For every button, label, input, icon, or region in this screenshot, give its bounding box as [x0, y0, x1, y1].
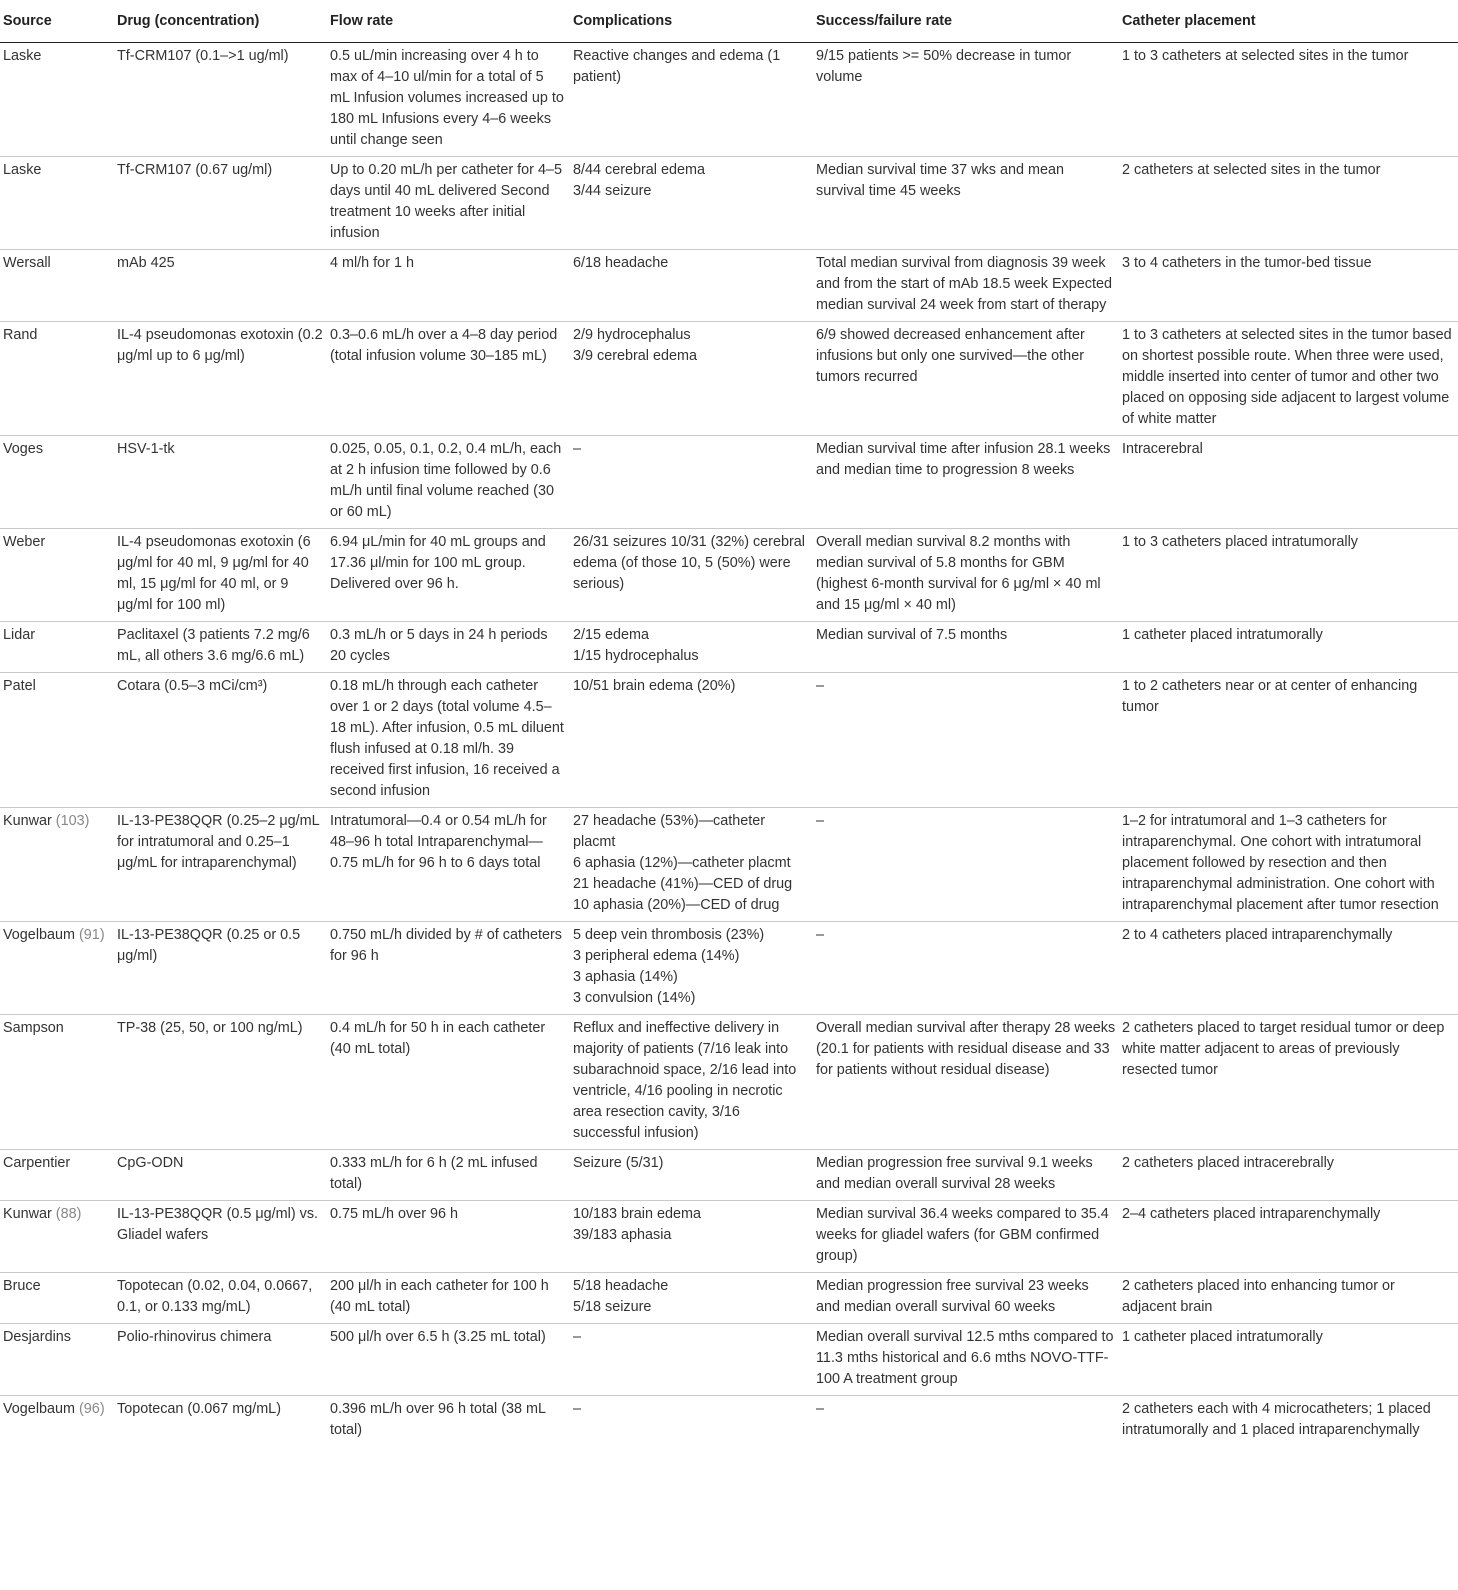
flow-rate-cell — [330, 436, 573, 529]
drug-cell — [117, 157, 330, 250]
source-name: Rand — [3, 327, 38, 343]
success-rate-cell — [816, 1324, 1122, 1396]
table-row — [0, 808, 1458, 922]
catheter-placement-cell-text: 2 catheters placed intracerebrally — [1122, 1155, 1334, 1171]
success-rate-cell — [816, 1396, 1122, 1447]
flow-rate-cell-text: Intratumoral—0.4 or 0.54 mL/h for 48–96 h total Intraparenchymal—0.75 mL/h for 96 h to 6 days total — [330, 813, 547, 871]
header-drug: Drug (concentration) — [117, 0, 330, 43]
complications-cell-text: – — [573, 1401, 582, 1417]
drug-cell-text: HSV-1-tk — [117, 441, 175, 457]
source-name: Vogelbaum — [3, 1401, 76, 1417]
flow-rate-cell — [330, 1150, 573, 1201]
table-row — [0, 1015, 1458, 1150]
drug-cell — [117, 1150, 330, 1201]
header-success-rate: Success/failure rate — [816, 0, 1122, 43]
catheter-placement-cell-text: 1 to 3 catheters at selected sites in the tumor based on shortest possible route. When three were used, middle inserted into center of tumor and other two placed on opposing side adjacent to largest volume of white matter — [1122, 327, 1452, 427]
catheter-placement-cell — [1122, 673, 1458, 808]
flow-rate-cell-text: 0.333 mL/h for 6 h (2 mL infused total) — [330, 1155, 538, 1192]
table-row — [0, 1396, 1458, 1447]
source-cell — [0, 250, 117, 322]
drug-cell — [117, 1396, 330, 1447]
success-rate-cell-text: – — [816, 927, 825, 943]
source-name: Laske — [3, 162, 42, 178]
table-row — [0, 436, 1458, 529]
reference-link[interactable]: (96) — [79, 1401, 105, 1417]
flow-rate-cell — [330, 922, 573, 1015]
source-cell — [0, 673, 117, 808]
flow-rate-cell-text: 0.396 mL/h over 96 h total (38 mL total) — [330, 1401, 546, 1438]
success-rate-cell-text: Median survival time after infusion 28.1 weeks and median time to progression 8 weeks — [816, 441, 1111, 478]
complications-cell — [573, 436, 816, 529]
complications-cell — [573, 1201, 816, 1273]
catheter-placement-cell-text: 2 catheters at selected sites in the tumor — [1122, 162, 1381, 178]
complications-cell — [573, 1015, 816, 1150]
catheter-placement-cell — [1122, 436, 1458, 529]
success-rate-cell-text: Total median survival from diagnosis 39 week and from the start of mAb 18.5 week Expected median survival 24 week from start of therapy — [816, 255, 1112, 313]
source-name: Carpentier — [3, 1155, 71, 1171]
success-rate-cell-text: 9/15 patients >= 50% decrease in tumor volume — [816, 48, 1072, 85]
complications-cell — [573, 808, 816, 922]
header-complications: Complications — [573, 0, 816, 43]
table-row — [0, 529, 1458, 622]
drug-cell-text: IL-4 pseudomonas exotoxin (6 μg/ml for 40 ml, 9 μg/ml for 40 ml, 15 μg/ml for 40 ml, or 9 μg/ml for 100 ml) — [117, 534, 311, 613]
success-rate-cell — [816, 673, 1122, 808]
source-cell — [0, 1015, 117, 1150]
success-rate-cell — [816, 1201, 1122, 1273]
source-cell — [0, 43, 117, 157]
drug-cell-text: Tf-CRM107 (0.1–>1 ug/ml) — [117, 48, 289, 64]
catheter-placement-cell — [1122, 1324, 1458, 1396]
success-rate-cell-text: Overall median survival 8.2 months with median survival of 5.8 months for GBM (highest 6-month survival for 6 μg/ml × 40 ml and 15 μg/ml × 40 ml) — [816, 534, 1101, 613]
source-name: Lidar — [3, 627, 35, 643]
table-row — [0, 1150, 1458, 1201]
drug-cell — [117, 622, 330, 673]
table-row — [0, 622, 1458, 673]
complications-cell-text: 10/183 brain edema 39/183 aphasia — [573, 1206, 702, 1243]
source-name: Weber — [3, 534, 46, 550]
complications-cell-text: Reactive changes and edema (1 patient) — [573, 48, 781, 85]
table-row — [0, 922, 1458, 1015]
flow-rate-cell — [330, 622, 573, 673]
flow-rate-cell-text: 4 ml/h for 1 h — [330, 255, 414, 271]
source-name: Patel — [3, 678, 36, 694]
drug-cell-text: Polio-rhinovirus chimera — [117, 1329, 272, 1345]
success-rate-cell — [816, 43, 1122, 157]
flow-rate-cell — [330, 1015, 573, 1150]
flow-rate-cell — [330, 157, 573, 250]
catheter-placement-cell-text: 2 catheters each with 4 microcatheters; 1 placed intratumorally and 1 placed intraparenchymally — [1122, 1401, 1431, 1438]
success-rate-cell — [816, 322, 1122, 436]
catheter-placement-cell-text: 1 to 3 catheters placed intratumorally — [1122, 534, 1358, 550]
flow-rate-cell — [330, 808, 573, 922]
drug-cell — [117, 1015, 330, 1150]
flow-rate-cell — [330, 1273, 573, 1324]
complications-cell — [573, 43, 816, 157]
header-source: Source — [0, 0, 117, 43]
success-rate-cell-text: Median progression free survival 23 weeks and median overall survival 60 weeks — [816, 1278, 1089, 1315]
table-row — [0, 322, 1458, 436]
table-row — [0, 250, 1458, 322]
success-rate-cell-text: – — [816, 678, 825, 694]
header-catheter-placement: Catheter placement — [1122, 0, 1458, 43]
source-cell — [0, 1324, 117, 1396]
success-rate-cell-text: Overall median survival after therapy 28 weeks (20.1 for patients with residual disease and 33 for patients without residual disease) — [816, 1020, 1116, 1078]
drug-cell-text: IL-13-PE38QQR (0.25 or 0.5 μg/ml) — [117, 927, 301, 964]
drug-cell — [117, 1324, 330, 1396]
catheter-placement-cell-text: 2 to 4 catheters placed intraparenchymally — [1122, 927, 1393, 943]
complications-cell — [573, 529, 816, 622]
success-rate-cell — [816, 250, 1122, 322]
source-cell — [0, 1273, 117, 1324]
complications-cell-text: 8/44 cerebral edema 3/44 seizure — [573, 162, 705, 199]
catheter-placement-cell — [1122, 157, 1458, 250]
header-flow-rate: Flow rate — [330, 0, 573, 43]
flow-rate-cell-text: 500 μl/h over 6.5 h (3.25 mL total) — [330, 1329, 546, 1345]
flow-rate-cell-text: 0.75 mL/h over 96 h — [330, 1206, 458, 1222]
source-name: Voges — [3, 441, 44, 457]
drug-cell-text: IL-4 pseudomonas exotoxin (0.2 μg/ml up to 6 μg/ml) — [117, 327, 323, 364]
catheter-placement-cell — [1122, 529, 1458, 622]
source-cell — [0, 322, 117, 436]
success-rate-cell-text: Median survival 36.4 weeks compared to 35.4 weeks for gliadel wafers (for GBM confirmed group) — [816, 1206, 1109, 1264]
catheter-placement-cell-text: 2 catheters placed into enhancing tumor or adjacent brain — [1122, 1278, 1395, 1315]
source-name: Desjardins — [3, 1329, 71, 1345]
catheter-placement-cell-text: 3 to 4 catheters in the tumor-bed tissue — [1122, 255, 1372, 271]
flow-rate-cell-text: 0.18 mL/h through each catheter over 1 or 2 days (total volume 4.5–18 mL). After infusion, 0.5 mL diluent flush infused at 0.18 ml/h. 39 received first infusion, 16 received a second infusion — [330, 678, 564, 799]
complications-cell-text: – — [573, 441, 582, 457]
catheter-placement-cell-text: 1 to 2 catheters near or at center of enhancing tumor — [1122, 678, 1418, 715]
drug-cell-text: CpG-ODN — [117, 1155, 184, 1171]
flow-rate-cell-text: 6.94 μL/min for 40 mL groups and 17.36 μl/min for 100 mL group. Delivered over 96 h. — [330, 534, 546, 592]
table-row — [0, 43, 1458, 157]
table-header-row — [0, 0, 1458, 43]
drug-cell — [117, 43, 330, 157]
success-rate-cell — [816, 436, 1122, 529]
success-rate-cell-text: Median progression free survival 9.1 weeks and median overall survival 28 weeks — [816, 1155, 1093, 1192]
success-rate-cell-text: – — [816, 813, 825, 829]
flow-rate-cell — [330, 673, 573, 808]
flow-rate-cell — [330, 1396, 573, 1447]
drug-cell-text: Cotara (0.5–3 mCi/cm³) — [117, 678, 268, 694]
complications-cell-text: 5/18 headache 5/18 seizure — [573, 1278, 669, 1315]
success-rate-cell-text: – — [816, 1401, 825, 1417]
complications-cell — [573, 622, 816, 673]
flow-rate-cell-text: 0.4 mL/h for 50 h in each catheter (40 mL total) — [330, 1020, 546, 1057]
complications-cell-text: 2/9 hydrocephalus 3/9 cerebral edema — [573, 327, 697, 364]
drug-cell-text: Topotecan (0.02, 0.04, 0.0667, 0.1, or 0.133 mg/mL) — [117, 1278, 313, 1315]
source-name: Kunwar — [3, 1206, 52, 1222]
flow-rate-cell — [330, 1201, 573, 1273]
complications-cell — [573, 250, 816, 322]
drug-cell-text: TP-38 (25, 50, or 100 ng/mL) — [117, 1020, 303, 1036]
complications-cell — [573, 157, 816, 250]
source-cell — [0, 1201, 117, 1273]
complications-cell-text: 6/18 headache — [573, 255, 669, 271]
complications-cell-text: – — [573, 1329, 582, 1345]
drug-cell — [117, 322, 330, 436]
complications-cell — [573, 1150, 816, 1201]
success-rate-cell — [816, 1015, 1122, 1150]
drug-cell — [117, 1201, 330, 1273]
catheter-placement-cell — [1122, 322, 1458, 436]
catheter-placement-cell-text: 2 catheters placed to target residual tumor or deep white matter adjacent to areas of previously resected tumor — [1122, 1020, 1445, 1078]
catheter-placement-cell — [1122, 622, 1458, 673]
flow-rate-cell-text: 0.3–0.6 mL/h over a 4–8 day period (total infusion volume 30–185 mL) — [330, 327, 558, 364]
flow-rate-cell — [330, 250, 573, 322]
drug-cell — [117, 922, 330, 1015]
success-rate-cell — [816, 922, 1122, 1015]
table-row — [0, 1324, 1458, 1396]
complications-cell — [573, 1396, 816, 1447]
complications-cell — [573, 1324, 816, 1396]
source-name: Sampson — [3, 1020, 64, 1036]
drug-cell-text: mAb 425 — [117, 255, 175, 271]
success-rate-cell-text: Median overall survival 12.5 mths compared to 11.3 mths historical and 6.6 mths NOVO-TTF-100 A treatment group — [816, 1329, 1114, 1387]
success-rate-cell — [816, 1150, 1122, 1201]
table-body — [0, 43, 1458, 1447]
success-rate-cell-text: 6/9 showed decreased enhancement after infusions but only one survived—the other tumors recurred — [816, 327, 1085, 385]
catheter-placement-cell-text: 2–4 catheters placed intraparenchymally — [1122, 1206, 1381, 1222]
complications-cell-text: 26/31 seizures 10/31 (32%) cerebral edema (of those 10, 5 (50%) were serious) — [573, 534, 805, 592]
complications-cell — [573, 322, 816, 436]
flow-rate-cell — [330, 529, 573, 622]
flow-rate-cell — [330, 1324, 573, 1396]
source-name: Bruce — [3, 1278, 41, 1294]
source-cell — [0, 808, 117, 922]
drug-cell-text: Paclitaxel (3 patients 7.2 mg/6 mL, all others 3.6 mg/6.6 mL) — [117, 627, 310, 664]
complications-cell — [573, 673, 816, 808]
complications-cell-text: Seizure (5/31) — [573, 1155, 664, 1171]
success-rate-cell-text: Median survival of 7.5 months — [816, 627, 1008, 643]
source-cell — [0, 436, 117, 529]
success-rate-cell — [816, 1273, 1122, 1324]
catheter-placement-cell — [1122, 1201, 1458, 1273]
success-rate-cell-text: Median survival time 37 wks and mean survival time 45 weeks — [816, 162, 1064, 199]
table-row — [0, 1201, 1458, 1273]
success-rate-cell — [816, 622, 1122, 673]
complications-cell-text: 2/15 edema 1/15 hydrocephalus — [573, 627, 699, 664]
reference-link[interactable]: (91) — [79, 927, 105, 943]
catheter-placement-cell — [1122, 1273, 1458, 1324]
table-row — [0, 673, 1458, 808]
table-row — [0, 1273, 1458, 1324]
drug-cell-text: IL-13-PE38QQR (0.25–2 μg/mL for intratumoral and 0.25–1 μg/mL for intraparenchymal) — [117, 813, 320, 871]
drug-cell-text: Tf-CRM107 (0.67 ug/ml) — [117, 162, 273, 178]
drug-cell-text: Topotecan (0.067 mg/mL) — [117, 1401, 281, 1417]
drug-cell — [117, 808, 330, 922]
catheter-placement-cell-text: 1–2 for intratumoral and 1–3 catheters for intraparenchymal. One cohort with intratumoral placement followed by resection and then intraparenchymal administration. One cohort with intraparenchymal placement after tumor resection — [1122, 813, 1439, 913]
complications-cell-text: 10/51 brain edema (20%) — [573, 678, 736, 694]
catheter-placement-cell — [1122, 922, 1458, 1015]
source-cell — [0, 1150, 117, 1201]
complications-cell-text: Reflux and ineffective delivery in majority of patients (7/16 leak into subarachnoid space, 2/16 lead into ventricle, 4/16 pooling in necrotic area resection cavity, 3/16 successful infusion) — [573, 1020, 797, 1141]
catheter-placement-cell-text: 1 catheter placed intratumorally — [1122, 1329, 1323, 1345]
flow-rate-cell-text: 0.025, 0.05, 0.1, 0.2, 0.4 mL/h, each at 2 h infusion time followed by 0.6 mL/h until final volume reached (30 or 60 mL) — [330, 441, 562, 520]
flow-rate-cell-text: 0.5 uL/min increasing over 4 h to max of 4–10 ul/min for a total of 5 mL Infusion volumes increased up to 180 mL Infusions every 4–6 weeks until change seen — [330, 48, 564, 148]
complications-cell-text: 27 headache (53%)—catheter placmt 6 aphasia (12%)—catheter placmt 21 headache (41%)—CED of drug 10 aphasia (20%)—CED of drug — [573, 813, 793, 913]
source-cell — [0, 1396, 117, 1447]
source-name: Kunwar — [3, 813, 52, 829]
drug-cell — [117, 250, 330, 322]
reference-link[interactable]: (88) — [55, 1206, 82, 1222]
source-cell — [0, 157, 117, 250]
flow-rate-cell — [330, 43, 573, 157]
catheter-placement-cell — [1122, 43, 1458, 157]
flow-rate-cell-text: 0.3 mL/h or 5 days in 24 h periods 20 cycles — [330, 627, 548, 664]
catheter-placement-cell-text: Intracerebral — [1122, 441, 1203, 457]
source-cell — [0, 529, 117, 622]
drug-cell — [117, 673, 330, 808]
catheter-placement-cell-text: 1 to 3 catheters at selected sites in the tumor — [1122, 48, 1409, 64]
source-name: Laske — [3, 48, 42, 64]
flow-rate-cell — [330, 322, 573, 436]
success-rate-cell — [816, 808, 1122, 922]
success-rate-cell — [816, 529, 1122, 622]
drug-cell-text: IL-13-PE38QQR (0.5 μg/ml) vs. Gliadel wafers — [117, 1206, 319, 1243]
drug-cell — [117, 1273, 330, 1324]
flow-rate-cell-text: 200 μl/h in each catheter for 100 h (40 mL total) — [330, 1278, 549, 1315]
flow-rate-cell-text: 0.750 mL/h divided by # of catheters for 96 h — [330, 927, 562, 964]
catheter-placement-cell — [1122, 1150, 1458, 1201]
drug-cell — [117, 529, 330, 622]
source-name: Wersall — [3, 255, 51, 271]
catheter-placement-cell — [1122, 1015, 1458, 1150]
source-cell — [0, 922, 117, 1015]
flow-rate-cell-text: Up to 0.20 mL/h per catheter for 4–5 days until 40 mL delivered Second treatment 10 weeks after initial infusion — [330, 162, 562, 241]
reference-link[interactable]: (103) — [55, 813, 90, 829]
success-rate-cell — [816, 157, 1122, 250]
table-row — [0, 157, 1458, 250]
drug-cell — [117, 436, 330, 529]
complications-cell — [573, 1273, 816, 1324]
source-name: Vogelbaum — [3, 927, 76, 943]
catheter-placement-cell — [1122, 250, 1458, 322]
complications-cell — [573, 922, 816, 1015]
catheter-placement-cell-text: 1 catheter placed intratumorally — [1122, 627, 1323, 643]
complications-cell-text: 5 deep vein thrombosis (23%) 3 peripheral edema (14%) 3 aphasia (14%) 3 convulsion (14%) — [573, 927, 765, 1006]
catheter-placement-cell — [1122, 1396, 1458, 1447]
catheter-placement-cell — [1122, 808, 1458, 922]
source-cell — [0, 622, 117, 673]
